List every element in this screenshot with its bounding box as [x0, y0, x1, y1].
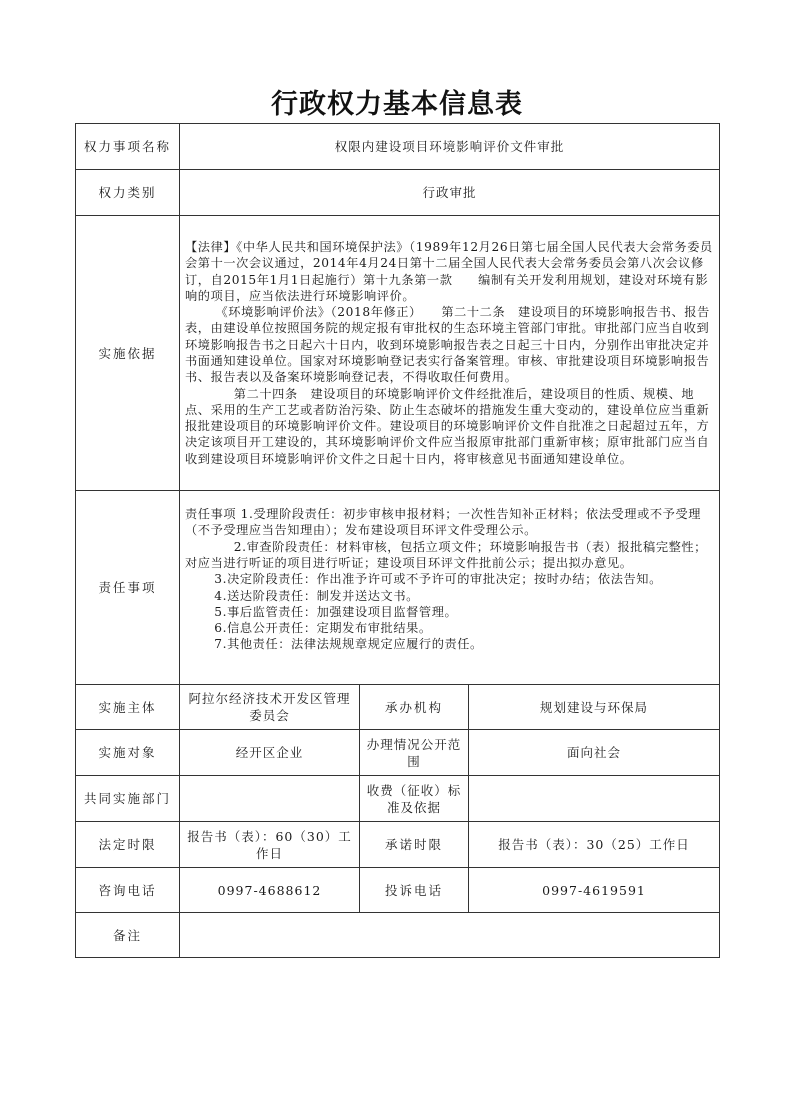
responsibility-item: 6.信息公开责任：定期发布审批结果。 [214, 621, 432, 636]
responsibility-item: 责任事项 1.受理阶段责任：初步审核申报材料；一次性告知补正材料；依法受理或不予受理（不予受理应当告知理由）；发布建设项目环评文件受理公示。 [185, 507, 702, 538]
row-legal-limit [76, 822, 720, 868]
value-target: 经开区企业 [180, 730, 360, 776]
row-basis [76, 216, 720, 491]
row-responsibilities [76, 491, 720, 685]
row-remarks [76, 913, 720, 958]
responsibility-item: 3.决定阶段责任：作出准予许可或不予许可的审批决定；按时办结；依法告知。 [214, 572, 662, 587]
value-joint-dept [180, 776, 360, 822]
value-fee-standard [469, 776, 720, 822]
label-power-category: 权力类别 [76, 170, 180, 216]
value-promised-limit: 报告书（表）：30（25）工作日 [469, 822, 720, 868]
responsibility-item: 5.事后监管责任：加强建设项目监督管理。 [214, 604, 458, 619]
label-legal-limit: 法定时限 [76, 822, 180, 868]
value-consult-phone: 0997-4688612 [180, 868, 360, 913]
label-fee-standard: 收费（征收）标准及依据 [360, 776, 469, 822]
value-power-category: 行政审批 [180, 170, 720, 216]
row-power-name [76, 124, 720, 170]
row-phone [76, 868, 720, 913]
label-consult-phone: 咨询电话 [76, 868, 180, 913]
page-title: 行政权力基本信息表 [271, 89, 523, 120]
label-joint-dept: 共同实施部门 [76, 776, 180, 822]
value-handling-agency: 规划建设与环保局 [469, 685, 720, 730]
row-power-category [76, 170, 720, 216]
value-implementing-body: 阿拉尔经济技术开发区管理委员会 [180, 685, 360, 730]
label-target: 实施对象 [76, 730, 180, 776]
row-joint-dept [76, 776, 720, 822]
responsibility-spacer [185, 653, 717, 669]
basis-paragraph: 第二十四条 建设项目的环境影响评价文件经批准后，建设项目的性质、规模、地点、采用的生产工艺或者防治污染、防止生态破坏的措施发生重大变动的，建设单位应当重新报批建设项目的环境影响评价文件。建设项目的环境影响评价文件自批准之日起超过五年，方决定该项目开工建设的，其环境影响评价文件应当报原审批部门重新审核；原审批部门应当自收到建设项目环境影响评价文件之日起十日内，将审核意见书面通知建设单位。 [185, 386, 710, 466]
value-responsibilities [180, 491, 720, 685]
label-promised-limit: 承诺时限 [360, 822, 469, 868]
value-basis [180, 216, 720, 491]
row-implementing-body [76, 685, 720, 730]
value-remarks [180, 913, 720, 958]
info-table [75, 123, 720, 958]
value-power-name: 权限内建设项目环境影响评价文件审批 [180, 124, 720, 170]
value-disclosure-scope: 面向社会 [469, 730, 720, 776]
value-complaint-phone: 0997-4619591 [469, 868, 720, 913]
responsibility-item: 4.送达阶段责任：制发并送达文书。 [214, 588, 419, 603]
label-basis: 实施依据 [76, 216, 180, 491]
value-legal-limit: 报告书（表）：60（30）工作日 [180, 822, 360, 868]
responsibility-item: 2.审查阶段责任：材料审核，包括立项文件；环境影响报告书（表）报批稿完整性；对应当进行听证的项目进行听证；建设项目环评文件批前公示；提出拟办意见。 [185, 539, 707, 570]
label-implementing-body: 实施主体 [76, 685, 180, 730]
responsibility-item: 7.其他责任：法律法规规章规定应履行的责任。 [214, 637, 483, 652]
basis-paragraph: 《环境影响评价法》（2018年修正） 第二十二条 建设项目的环境影响报告书、报告表，由建设单位按照国务院的规定报有审批权的生态环境主管部门审批。审批部门应当自收到环境影响报告书之日起六十日内，收到环境影响报告表之日起三十日内，分别作出审批决定并书面通知建设单位。国家对环境影响登记表实行备案管理。审核、审批建设项目环境影响报告书、报告表以及备案环境影响登记表，不得收取任何费用。 [185, 305, 710, 385]
label-handling-agency: 承办机构 [360, 685, 469, 730]
basis-paragraph: 【法律】《中华人民共和国环境保护法》（1989年12月26日第七届全国人民代表大会常务委员会第十一次会议通过，2014年4月24日第十二届全国人民代表大会常务委员会第八次会议修订，自2015年1月1日起施行）第十九条第一款 编制有关开发利用规划，建设对环境有影响的项目，应当依法进行环境影响评价。 [185, 239, 713, 303]
label-disclosure-scope: 办理情况公开范围 [360, 730, 469, 776]
row-target [76, 730, 720, 776]
label-responsibilities: 责任事项 [76, 491, 180, 685]
label-complaint-phone: 投诉电话 [360, 868, 469, 913]
label-power-name: 权力事项名称 [76, 124, 180, 170]
label-remarks: 备注 [76, 913, 180, 958]
